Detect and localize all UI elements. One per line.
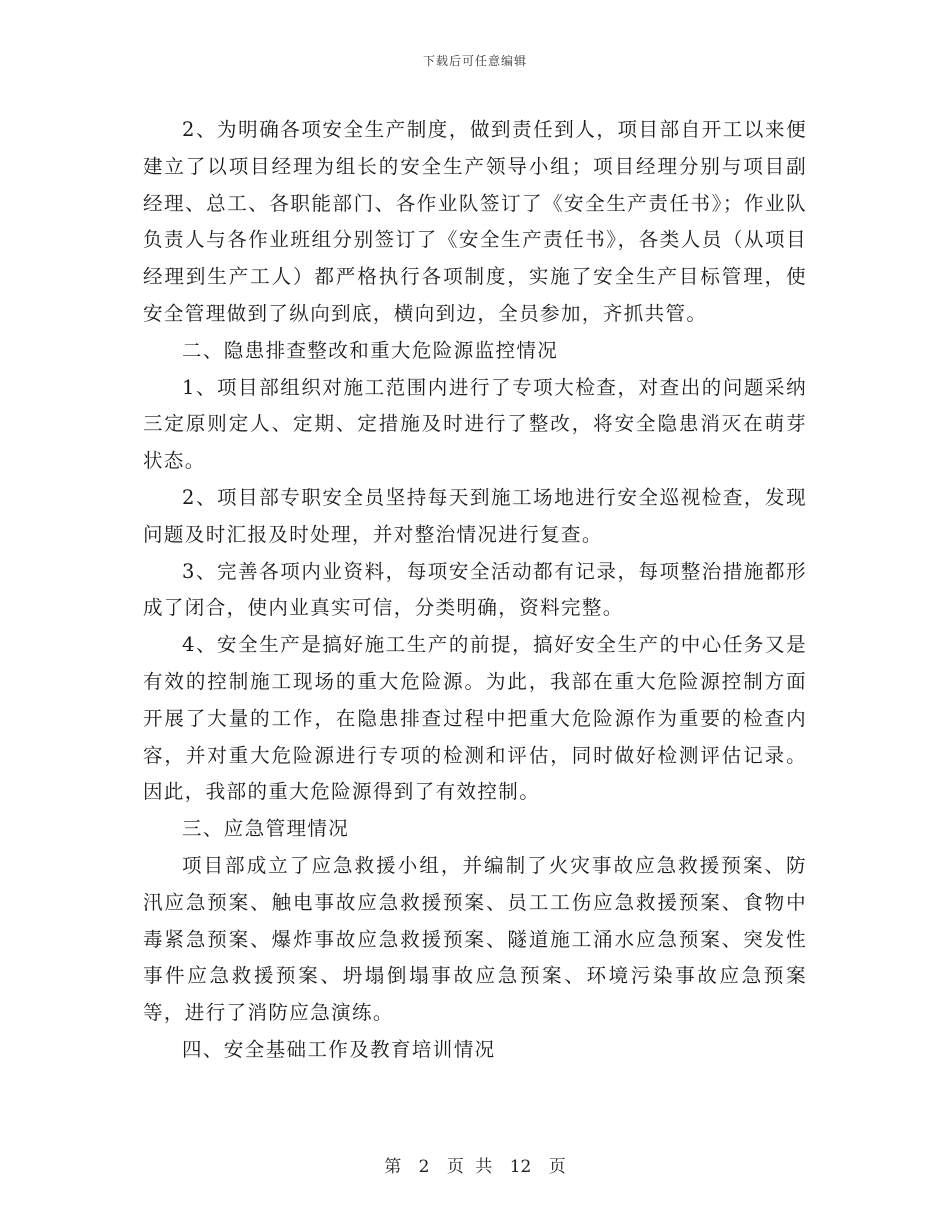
paragraph-inspection: 1、项目部组织对施工范围内进行了专项大检查，对查出的问题采纳三定原则定人、定期、定措施及时进行了整改，将安全隐患消灭在萌芽状态。 xyxy=(143,375,807,473)
page-total: 12 xyxy=(509,1157,532,1177)
page-header: 下载后可任意编辑 xyxy=(422,54,527,68)
page-number: 2 xyxy=(418,1157,430,1177)
footer-suffix: 页 xyxy=(548,1157,566,1177)
section-heading-hazard: 二、隐患排查整改和重大危险源监控情况 xyxy=(182,338,559,362)
paragraph-emergency-plans: 项目部成立了应急救援小组，并编制了火灾事故应急救援预案、防汛应急预案、触电事故应急救援预案、员工工伤应急救援预案、食物中毒紧急预案、爆炸事故应急救援预案、隧道施工涌水应急预案、突发性事件应急救援预案、坍塌倒塌事故应急预案、环境污染事故应急预案等，进行了消防应急演练。 xyxy=(143,853,807,1025)
paragraph-major-hazards: 4、安全生产是搞好施工生产的前提，搞好安全生产的中心任务又是有效的控制施工现场的重大危险源。为此，我部在重大危险源控制方面开展了大量的工作，在隐患排查过程中把重大危险源作为重要的检查内容，并对重大危险源进行专项的检测和评估，同时做好检测评估记录。因此，我部的重大危险源得到了有效控制。 xyxy=(143,633,807,804)
document-body xyxy=(143,112,807,1069)
footer-prefix: 第 xyxy=(384,1157,402,1177)
section-heading-training: 四、安全基础工作及教育培训情况 xyxy=(182,1037,496,1061)
paragraph-daily-patrol: 2、项目部专职安全员坚持每天到施工场地进行安全巡视检查，发现问题及时汇报及时处理，并对整治情况进行复查。 xyxy=(143,485,807,546)
page-footer xyxy=(0,1152,950,1177)
paragraph-responsibility: 2、为明确各项安全生产制度，做到责任到人，项目部自开工以来便建立了以项目经理为组长的安全生产领导小组；项目经理分别与项目副经理、总工、各职能部门、各作业队签订了《安全生产责任书》；作业队负责人与各作业班组分别签订了《安全生产责任书》，各类人员（从项目经理到生产工人）都严格执行各项制度，实施了安全生产目标管理，使安全管理做到了纵向到底，横向到边，全员参加，齐抓共管。 xyxy=(143,118,807,325)
paragraph-records: 3、完善各项内业资料，每项安全活动都有记录，每项整治措施都形成了闭合，使内业真实可信，分类明确，资料完整。 xyxy=(143,559,807,620)
section-heading-emergency: 三、应急管理情况 xyxy=(182,817,350,841)
footer-middle: 页 共 xyxy=(446,1157,493,1177)
